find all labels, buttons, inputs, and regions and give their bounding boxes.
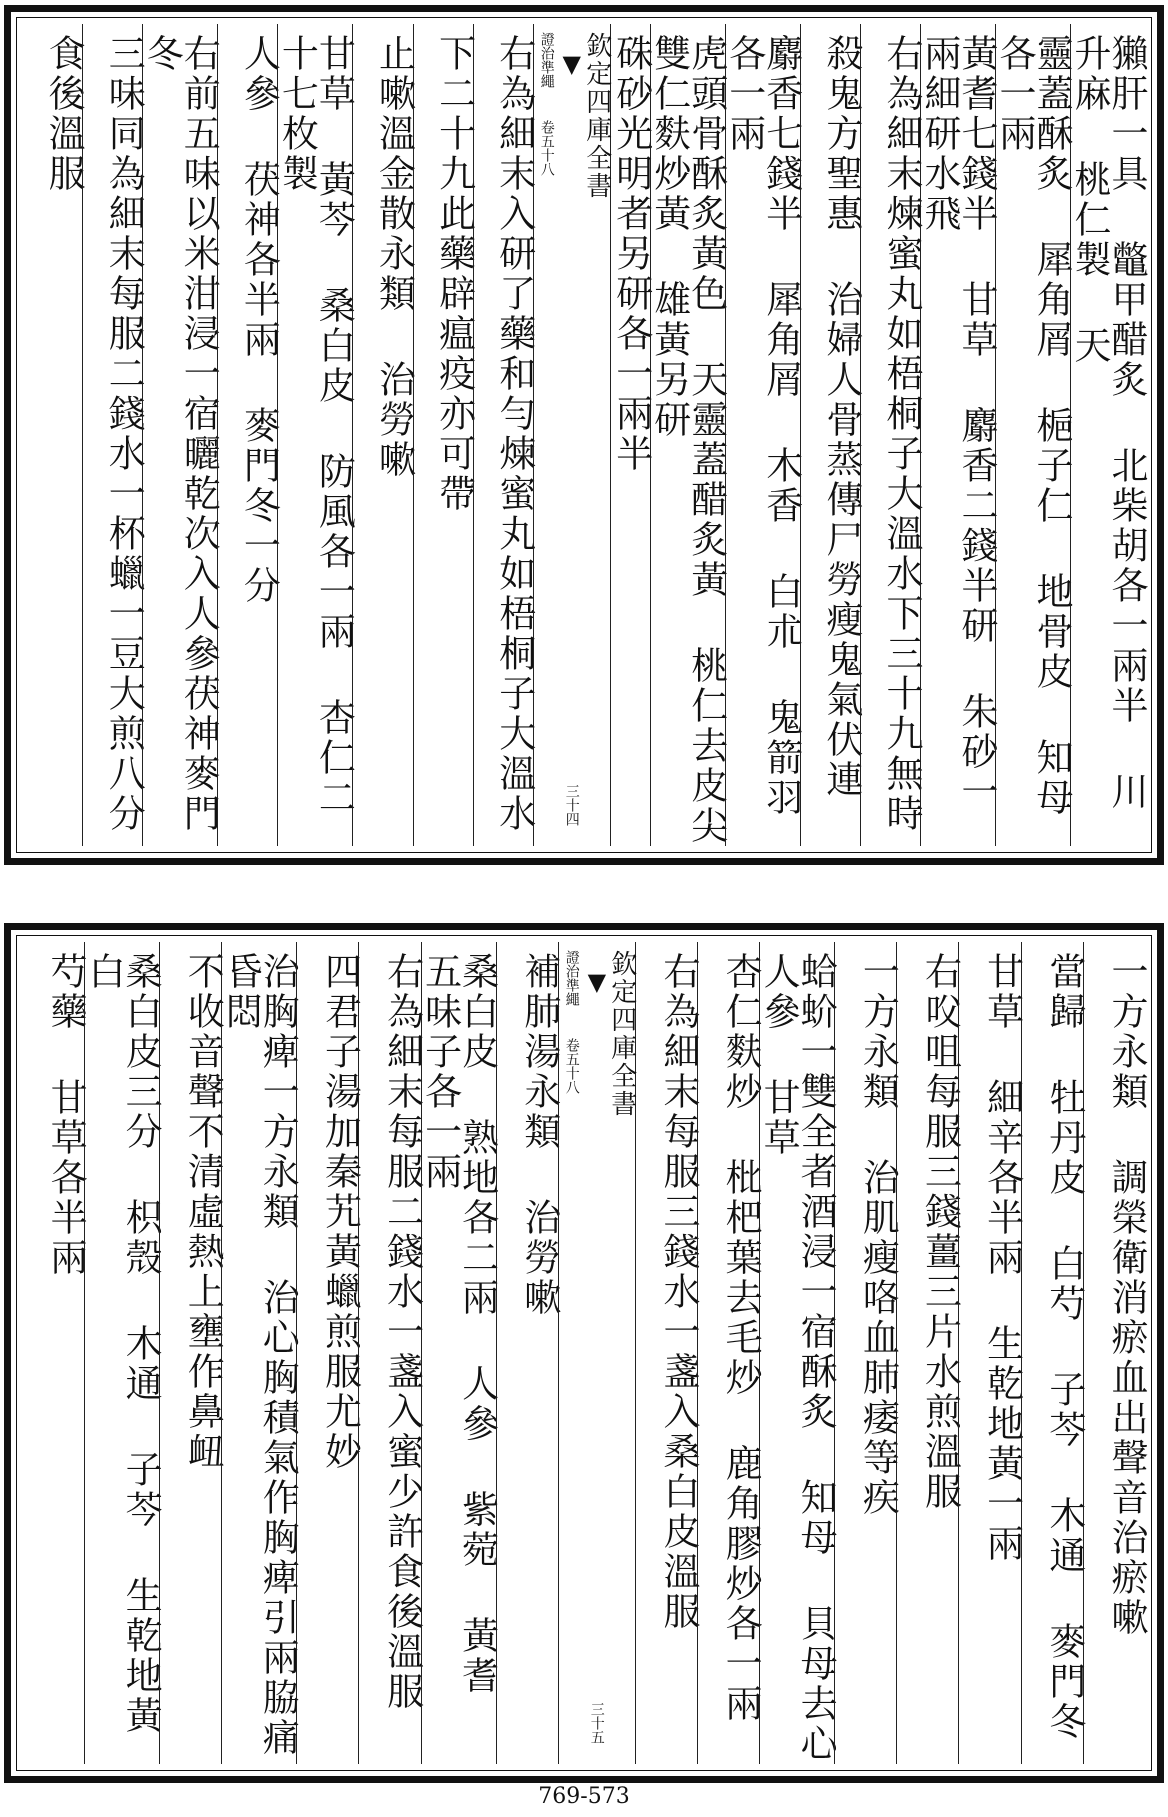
text-column: 人參 茯神各半兩 麥門冬一分	[217, 24, 277, 846]
fish-tail-icon: ▼	[557, 50, 586, 80]
gutter-book: 證治準繩	[538, 32, 555, 88]
page-gutter	[533, 24, 610, 846]
text-column: 硃砂光明者另研各一兩半	[610, 24, 650, 846]
text-column: 四君子湯加秦艽黃蠟煎服尤妙	[296, 942, 358, 1764]
text-column: 桑白皮 熟地各二兩 人參 紫菀 黃耆 五味子各一兩	[421, 942, 496, 1764]
text-column: 甘草 細辛各半兩 生乾地黃一兩	[958, 942, 1020, 1764]
gutter-volume: 卷五十八	[538, 120, 555, 176]
text-column: 止嗽溫金散永類 治勞嗽	[352, 24, 412, 846]
text-column: 桑白皮三分 枳殼 木通 子芩 生乾地黃 白	[84, 942, 159, 1764]
text-column: 右為細末每服三錢水一盞入桑白皮溫服	[635, 942, 697, 1764]
text-column: 甘草 黃芩 桑白皮 防風各一兩 杏仁二十七枚製	[277, 24, 352, 846]
fish-tail-icon: ▼	[582, 968, 611, 998]
text-column: 蛤蚧一雙全者酒浸一宿酥炙 知母 貝母去心 人參 甘草	[759, 942, 834, 1764]
text-column: 芍藥 甘草各半兩	[44, 952, 88, 1278]
text-column: 黃耆七錢半 甘草 麝香二錢半研 朱砂一兩細研水飛	[920, 24, 995, 846]
text-column: 殺鬼方聖惠 治婦人骨蒸傳尸勞瘦鬼氣伏連	[800, 24, 860, 846]
text-column: 下二十九此藥辟瘟疫亦可帶	[413, 24, 473, 846]
page-gutter	[558, 942, 635, 1764]
top-page	[4, 5, 1164, 865]
gutter-page-number: 三十五	[588, 1702, 605, 1744]
text-column: 一方永類 治肌瘦咯血肺痿等疾	[834, 942, 896, 1764]
text-column: 一方永類 調榮衛消瘀血出聲音治瘀嗽	[1083, 942, 1145, 1764]
text-column: 杏仁麩炒 枇杷葉去毛炒 鹿角膠炒各一兩	[697, 942, 759, 1764]
page-id-footer: 769-573	[538, 1784, 630, 1809]
bottom-page	[4, 923, 1164, 1783]
text-column: 治胸痺一方永類 治心胸積氣作胸痺引兩脇痛昏悶	[221, 942, 296, 1764]
text-column: 右為細末煉蜜丸如梧桐子大溫水下三十九無時	[860, 24, 920, 846]
text-column: 不收音聲不清虛熱上壅作鼻衄	[159, 942, 221, 1764]
text-column: 右為細末入研了藥和勻煉蜜丸如梧桐子大溫水	[473, 24, 533, 846]
text-column: 虎頭骨酥炙黃色 天靈蓋醋炙黃 桃仁去皮尖雙仁麩炒黃 雄黃另研	[650, 24, 725, 846]
text-column: 當歸 牡丹皮 白芍 子芩 木通 麥門冬	[1021, 942, 1083, 1764]
top-page-columns	[23, 24, 1148, 846]
gutter-page-number: 三十四	[563, 784, 580, 826]
gutter-volume: 卷五十八	[563, 1038, 580, 1094]
text-column: 獺肝一具 鼈甲醋炙 北柴胡各一兩半 川升麻 桃仁製 天	[1070, 24, 1145, 846]
text-column: 右前五味以米泔浸一宿曬乾次入人參茯神麥門冬	[142, 24, 217, 846]
text-column: 補肺湯永類 治勞嗽	[496, 942, 558, 1764]
text-column: 右為細末每服二錢水一盞入蜜少許食後溫服	[358, 942, 420, 1764]
text-column: 三味同為細末每服二錢水一杯蠟一豆大煎八分	[82, 24, 142, 846]
gutter-book: 證治準繩	[563, 950, 580, 1006]
gutter-title: 欽定四庫全書	[581, 32, 612, 200]
text-column: 食後溫服	[42, 34, 86, 194]
text-column: 靈蓋酥炙 犀角屑 梔子仁 地骨皮 知母各一兩	[995, 24, 1070, 846]
text-column: 麝香七錢半 犀角屑 木香 白朮 鬼箭羽各一兩	[725, 24, 800, 846]
text-column: 右㕮咀每服三錢薑三片水煎溫服	[896, 942, 958, 1764]
bottom-page-columns	[23, 942, 1148, 1764]
gutter-title: 欽定四庫全書	[606, 950, 637, 1118]
